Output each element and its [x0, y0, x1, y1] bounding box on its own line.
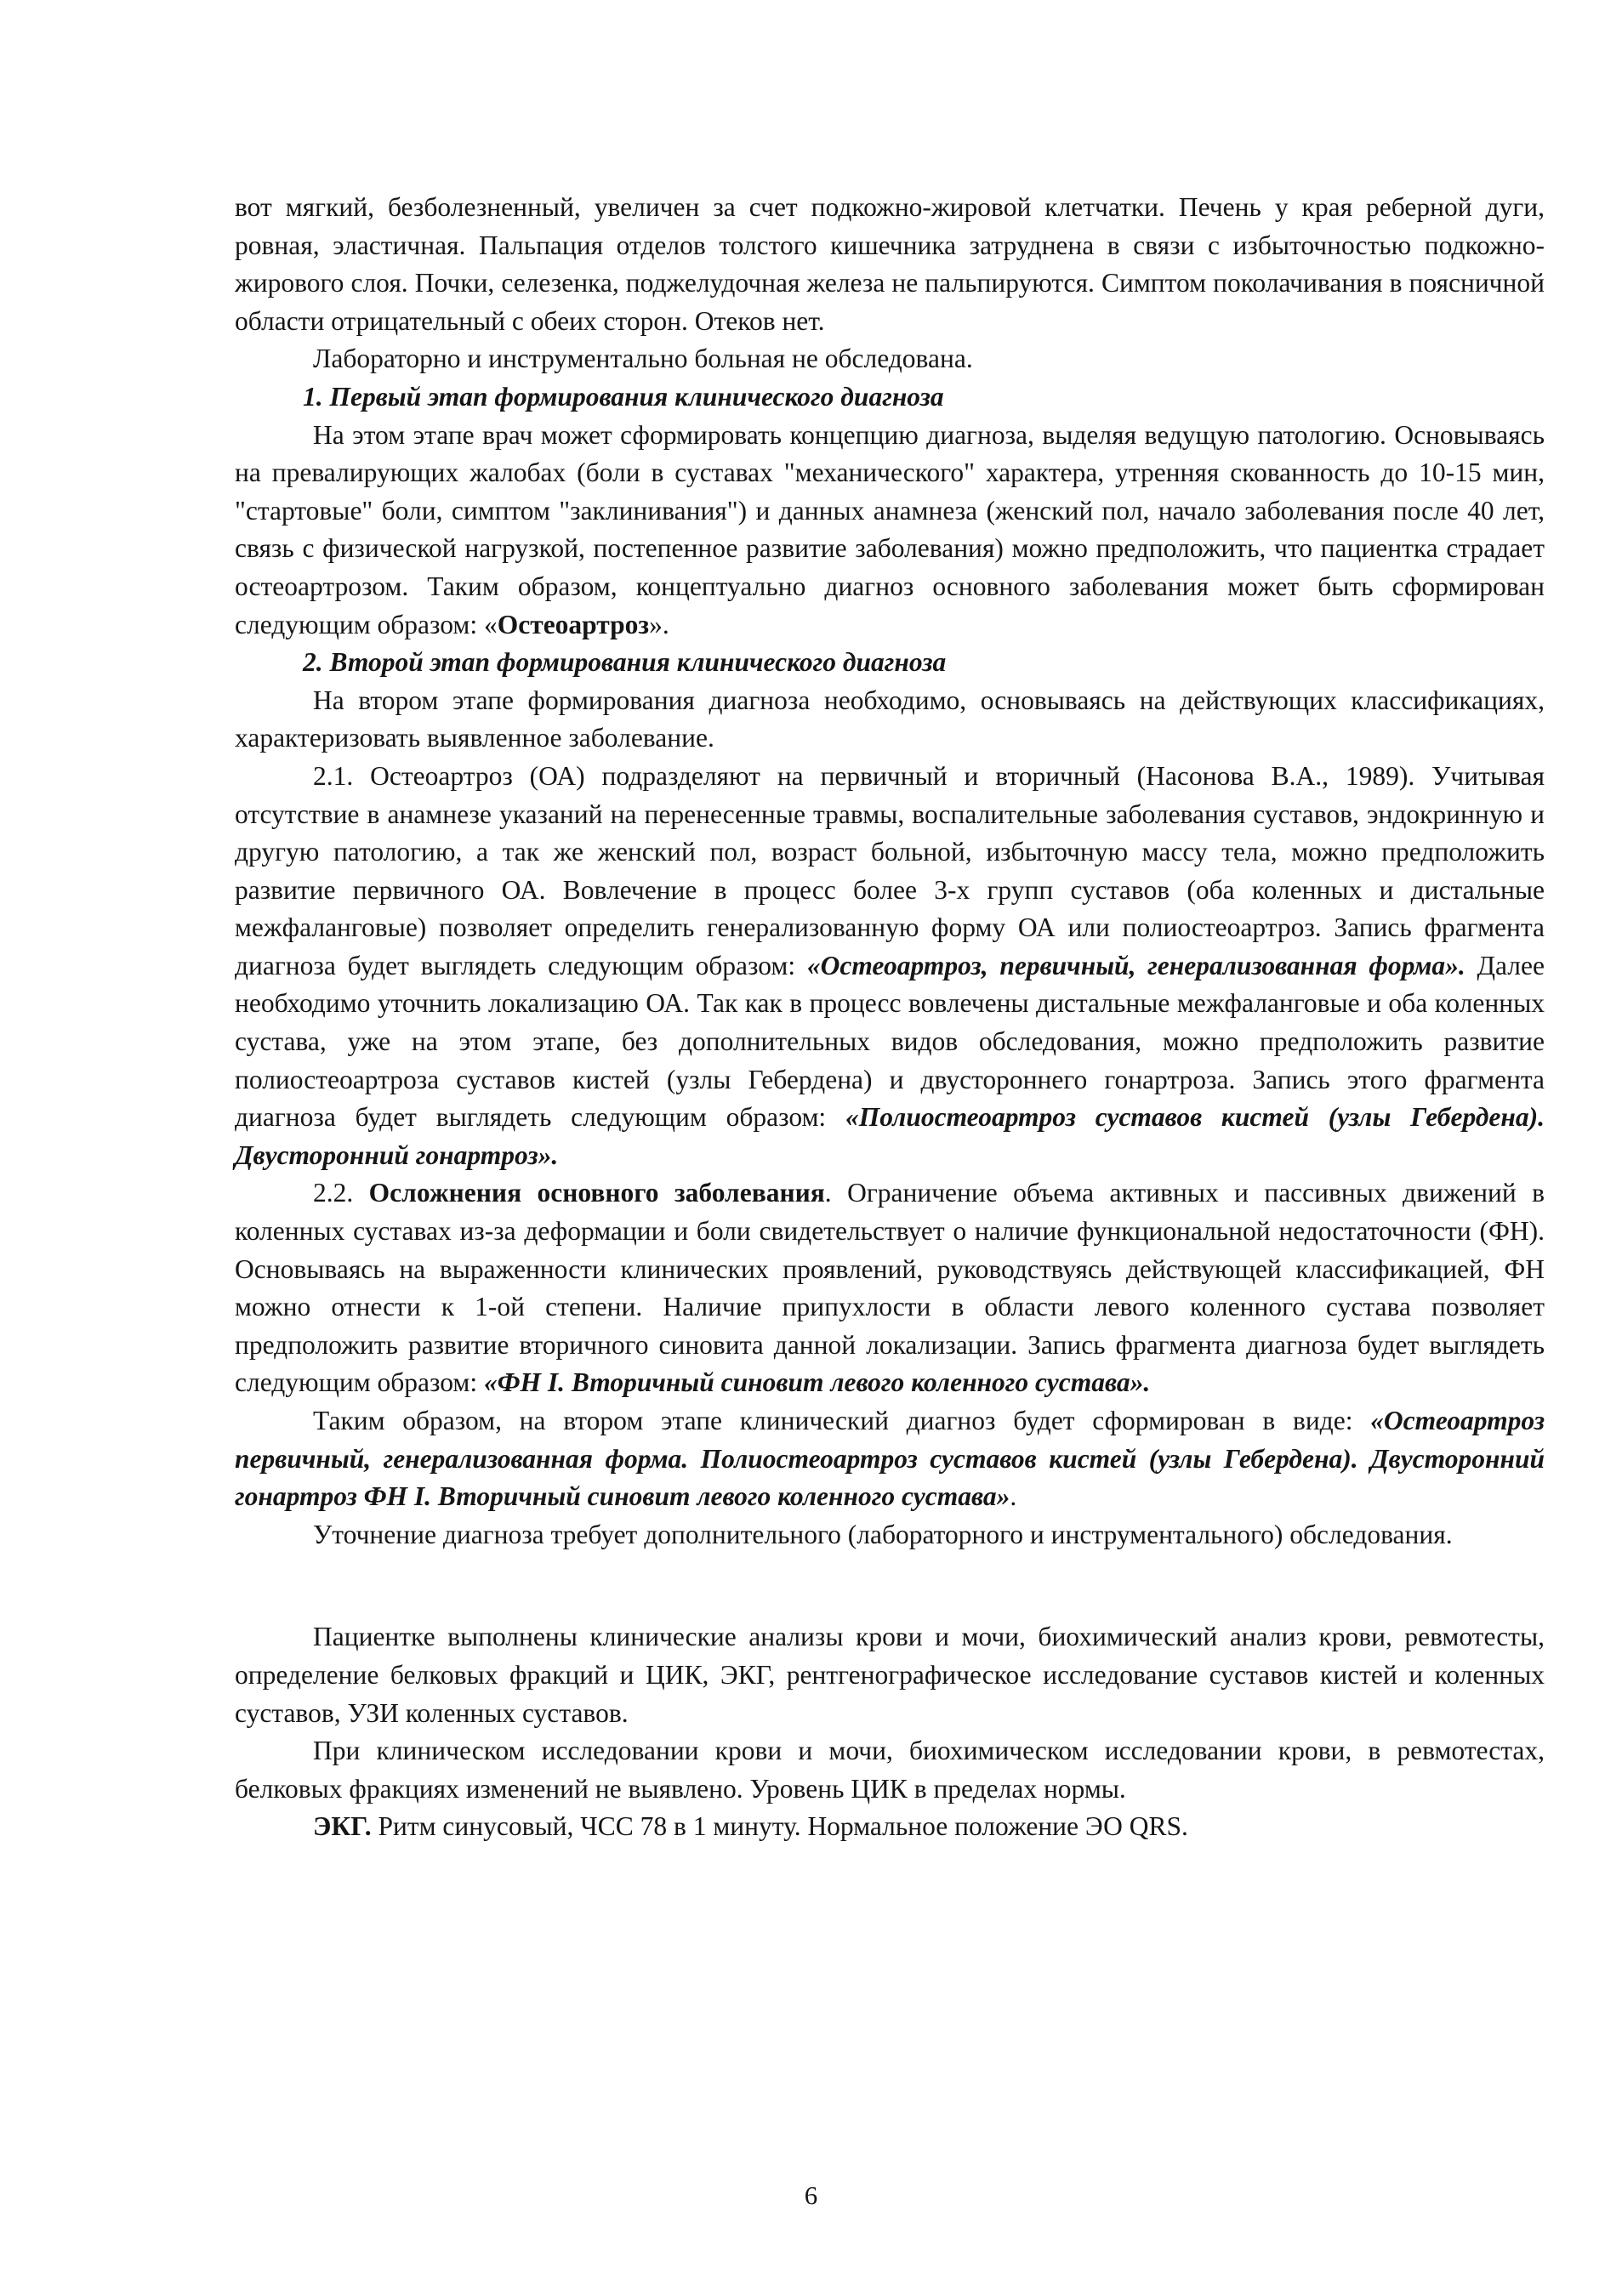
summary-text: Таким образом, на втором этапе клинический диагноз будет сформирован в виде: — [313, 1406, 1371, 1435]
diagnosis-osteoarthrosis: Остеоартроз — [497, 609, 650, 639]
paragraph-stage-1 — [235, 417, 1545, 645]
paragraph-exams-done: Пациентке выполнены клинические анализы крови и мочи, биохимический анализ крови, ревмотесты, определение белковых фракций и ЦИК, ЭКГ, рентгенографическое исследование суставов кистей и коленных суставов, УЗИ коленных суставов. — [235, 1622, 1545, 1728]
para-2-2-num: 2.2. — [313, 1178, 369, 1208]
para-2-1-text-a: 2.1. Остеоартроз (ОА) подразделяют на первичный и вторичный (Насонова В.А., 1989). Учитывая отсутствие в анамнезе указаний на перенесенные травмы, воспалительные заболевания суставов, эндокринную и другую патологию, а так же женский пол, возраст больной, избыточную массу тела, можно предположить развитие первичного ОА. Вовлечение в процесс более 3-х групп суставов (оба коленных и дистальные межфаланговые) позволяет определить генерализованную форму ОА или полиостеоартроз. Запись фрагмента диагноза будет выглядеть следующим образом: — [235, 760, 1545, 980]
para-2-2-text: . Ограничение объема активных и пассивных движений в коленных суставах из-за деформации и боли свидетельствует о наличие функциональной недостаточности (ФН). Основываясь на выраженности клинических проявлений, руководствуясь действующей классификацией, ФН можно отнести к 1-ой степени. Наличие припухлости в области левого коленного сустава позволяет предположить развитие вторичного синовита данной локализации. Запись фрагмента диагноза будет выглядеть следующим образом: — [235, 1178, 1545, 1398]
paragraph-stage-2: На втором этапе формирования диагноза необходимо, основываясь на действующих классификациях, характеризовать выявленное заболевание. — [235, 685, 1545, 753]
summary-tail: . — [1010, 1481, 1017, 1512]
diagnosis-fragment-3: «ФН I. Вторичный синовит левого коленного сустава». — [483, 1367, 1151, 1398]
para-2-1-text-b: Далее необходимо уточнить локализацию ОА. Так как в процесс вовлечены дистальные межфаланговые и оба коленных сустава, уже на этом этапе, без дополнительных видов обследования, можно предположить развитие полиостеоартроза суставов кистей (узлы Гебердена) и двустороннего гонартроза. Запись этого фрагмента диагноза будет выглядеть следующим образом: — [235, 950, 1545, 1133]
stage-1-tail: ». — [649, 609, 669, 639]
diagnosis-fragment-2: «Полиостеоартроз суставов кистей (узлы Гебердена). Двусторонний гонартроз». — [235, 1102, 1545, 1170]
spacer — [235, 1554, 1545, 1618]
diagnosis-fragment-1: «Остеоартроз, первичный, генерализованная форма». — [806, 950, 1465, 980]
paragraph-refine: Уточнение диагноза требует дополнительного (лабораторного и инструментального) обследования. — [313, 1519, 1453, 1549]
full-diagnosis: «Остеоартроз первичный, генерализованная форма. Полиостеоартроз суставов кистей (узлы Гебердена). Двусторонний гонартроз ФН I. Вторичный синовит левого коленного сустава» — [235, 1406, 1545, 1512]
section-heading-stage-1: 1. Первый этап формирования клинического диагноза — [303, 381, 944, 412]
paragraph-ecg — [235, 1808, 1545, 1846]
paragraph-results: При клиническом исследовании крови и мочи, биохимическом исследовании крови, в ревмотестах, белковых фракциях изменений не выявлено. Уровень ЦИК в пределах нормы. — [235, 1736, 1545, 1804]
section-heading-stage-2: 2. Второй этап формирования клинического диагноза — [303, 647, 947, 678]
stage-1-text: На этом этапе врач может сформировать концепцию диагноза, выделяя ведущую патологию. Основываясь на превалирующих жалобах (боли в суставах "механического" характера, утренняя скованность до 10-15 мин, "стартовые" боли, симптом "заклинивания") и данных анамнеза (женский пол, начало заболевания после 40 лет, связь с физической нагрузкой, постепенное развитие заболевания) можно предположить, что пациентка страдает остеоартрозом. Таким образом, концептуально диагноз основного заболевания может быть сформирован следующим образом: « — [235, 419, 1545, 639]
page-number: 6 — [804, 2180, 818, 2210]
paragraph-2-2 — [235, 1174, 1545, 1402]
ecg-label: ЭКГ. — [313, 1811, 372, 1842]
document-body — [235, 189, 1545, 1846]
paragraph-exam: вот мягкий, безболезненный, увеличен за счет подкожно-жировой клетчатки. Печень у края реберной дуги, ровная, эластичная. Пальпация отделов толстого кишечника затруднена в связи с избыточностью подкожно-жирового слоя. Почки, селезенка, поджелудочная железа не пальпируются. Симптом поколачивания в поясничной области отрицательный с обеих сторон. Отеков нет. — [235, 192, 1545, 336]
paragraph-2-1 — [235, 758, 1545, 1175]
ecg-text: Ритм синусовый, ЧСС 78 в 1 минуту. Нормальное положение ЭО QRS. — [371, 1811, 1188, 1842]
paragraph-summary — [235, 1402, 1545, 1516]
paragraph-lab-note: Лабораторно и инструментально больная не обследована. — [313, 344, 973, 374]
complications-heading: Осложнения основного заболевания — [368, 1178, 825, 1208]
